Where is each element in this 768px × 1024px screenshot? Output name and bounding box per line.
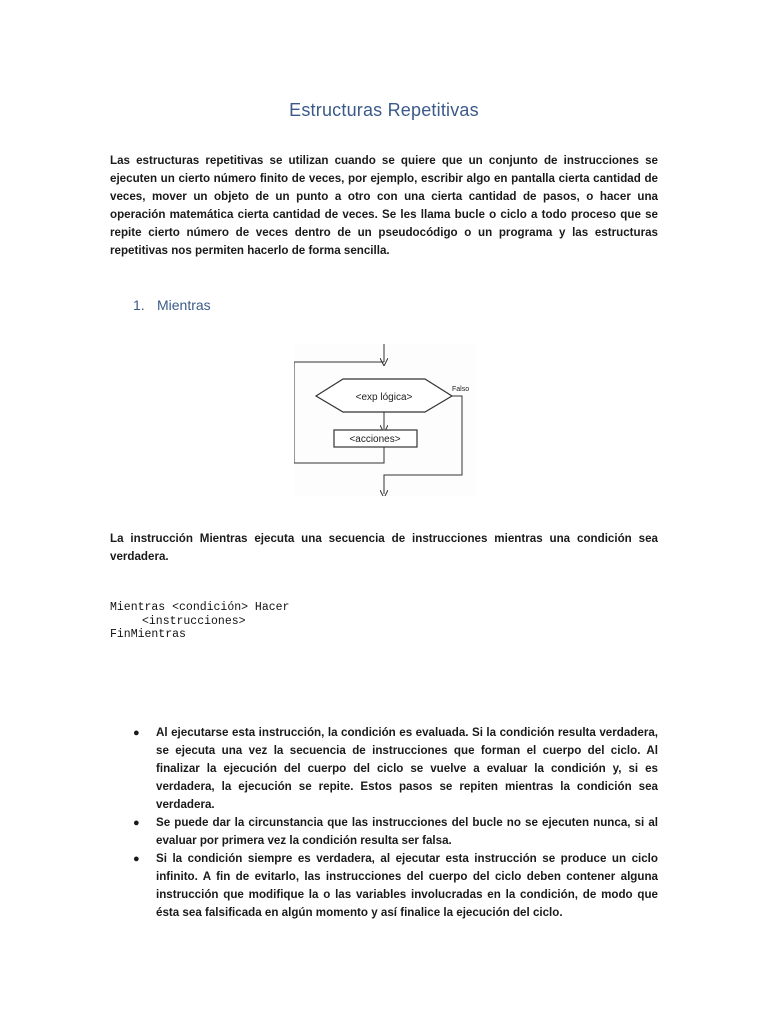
code-line-1: Mientras <condición> Hacer [110, 601, 290, 614]
bullet-list [130, 724, 658, 922]
bullet-item [130, 814, 658, 850]
section-heading [133, 297, 211, 313]
code-line-3: FinMientras [110, 628, 186, 641]
section-number: 1. [133, 297, 145, 313]
false-label: Falso [452, 386, 470, 393]
bullet-text: Si la condición siempre es verdadera, al ejecutar esta instrucción se produce un ciclo infinito. A fin de evitarlo, las instrucciones del cuerpo del ciclo deben contener alguna instrucción que modifique la o las variables involucradas en la condición, de modo que ésta sea falsificada en algún momento y así finalice la ejecución del ciclo. [156, 852, 658, 919]
section-title: Mientras [157, 297, 211, 313]
pseudocode-block [110, 601, 289, 642]
bullet-item [130, 724, 658, 814]
bullet-dot-icon: ● [133, 817, 140, 829]
bullet-dot-icon: ● [133, 727, 140, 739]
mientras-description: La instrucción Mientras ejecuta una secuencia de instrucciones mientras una condición sea verdadera. [110, 532, 658, 563]
while-loop-flowchart [294, 344, 476, 496]
intro-paragraph: Las estructuras repetitivas se utilizan cuando se quiere que un conjunto de instrucciones se ejecuten un cierto número finito de veces, por ejemplo, escribir algo en pantalla cierta cantidad de veces, mover un objeto de un punto a otro con una cierta cantidad de pasos, o hacer una operación matemática cierta cantidad de veces. Se les llama bucle o ciclo a todo proceso que se repite cierto número de veces dentro de un pseudocódigo o un programa y las estructuras repetitivas nos permiten hacerlo de forma sencilla. [110, 154, 658, 257]
bullet-dot-icon: ● [133, 853, 140, 865]
page-title: Estructuras Repetitivas [289, 100, 479, 120]
actions-label: <acciones> [349, 434, 401, 445]
code-line-2: <instrucciones> [142, 614, 246, 628]
bullet-text: Se puede dar la circunstancia que las instrucciones del bucle no se ejecuten nunca, si al evaluar por primera vez la condición resulta ser falsa. [156, 816, 658, 847]
bullet-text: Al ejecutarse esta instrucción, la condición es evaluada. Si la condición resulta verdadera, se ejecuta una vez la secuencia de instrucciones que forman el cuerpo del ciclo. Al finalizar la ejecución del cuerpo del ciclo se vuelve a evaluar la condición y, si es verdadera, la ejecución se repite. Estos pasos se repiten mientras la condición sea verdadera. [156, 726, 658, 811]
bullet-item [130, 850, 658, 922]
condition-label: <exp lógica> [355, 392, 413, 403]
